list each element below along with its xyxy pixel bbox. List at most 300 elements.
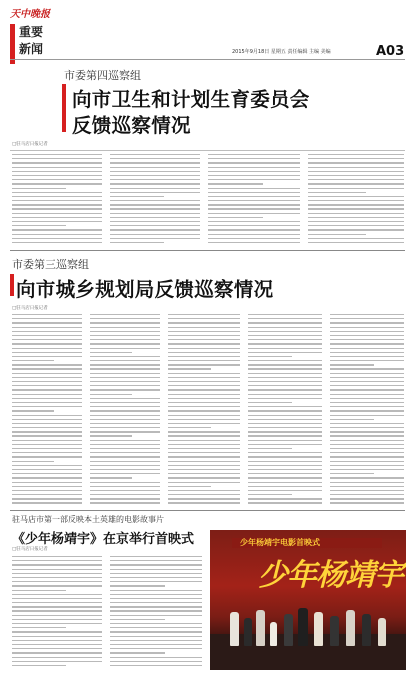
text-line xyxy=(168,360,240,361)
text-line xyxy=(90,465,160,466)
text-line xyxy=(12,343,82,344)
text-line xyxy=(90,435,132,436)
text-line xyxy=(208,213,300,214)
text-line xyxy=(12,473,82,474)
text-line xyxy=(12,640,102,641)
text-line xyxy=(12,368,82,369)
text-line xyxy=(168,427,211,428)
text-line xyxy=(308,217,404,218)
article1-headline-line1: 向市卫生和计划生育委员会 xyxy=(72,88,310,111)
photo-person xyxy=(362,614,371,646)
text-line xyxy=(168,398,240,399)
text-line xyxy=(90,327,160,328)
text-line xyxy=(248,348,322,349)
text-line xyxy=(330,394,404,395)
text-line xyxy=(90,377,160,378)
text-line xyxy=(90,331,160,332)
text-line xyxy=(330,318,404,319)
text-line xyxy=(110,644,202,645)
text-line xyxy=(90,385,160,386)
text-line xyxy=(90,477,132,478)
text-line xyxy=(12,431,82,432)
text-line xyxy=(168,327,240,328)
article2-kicker: 市委第三巡察组 xyxy=(12,258,89,271)
text-line xyxy=(330,348,404,349)
text-line xyxy=(12,221,102,222)
text-line xyxy=(330,431,404,432)
text-line xyxy=(110,204,200,205)
text-line xyxy=(12,598,102,599)
text-line xyxy=(90,486,160,487)
text-line xyxy=(12,389,82,390)
text-line xyxy=(90,498,160,499)
text-line xyxy=(308,188,404,189)
text-line xyxy=(12,636,102,637)
text-line xyxy=(90,339,160,340)
text-line xyxy=(208,217,263,218)
text-line xyxy=(168,482,240,483)
text-line xyxy=(90,410,160,411)
text-line xyxy=(12,652,102,653)
photo-person xyxy=(284,614,293,646)
text-line xyxy=(248,456,322,457)
text-line xyxy=(168,486,211,487)
text-line xyxy=(12,381,82,382)
text-line xyxy=(12,406,82,407)
text-line xyxy=(12,610,102,611)
text-line xyxy=(330,498,404,499)
text-line xyxy=(12,410,54,411)
section-rule-2 xyxy=(10,510,405,511)
text-line xyxy=(90,469,160,470)
text-line xyxy=(110,610,202,611)
text-line xyxy=(12,444,82,445)
text-line xyxy=(168,385,240,386)
text-line xyxy=(168,343,240,344)
text-line xyxy=(168,410,240,411)
text-line xyxy=(248,402,292,403)
text-line xyxy=(110,619,165,620)
text-line xyxy=(168,314,240,315)
article2-column-3 xyxy=(168,314,240,507)
text-line xyxy=(12,461,54,462)
article1-column-3 xyxy=(208,154,300,246)
text-line xyxy=(90,461,160,462)
text-line xyxy=(90,343,160,344)
text-line xyxy=(248,389,322,390)
text-line xyxy=(12,188,66,189)
text-line xyxy=(12,402,82,403)
text-line xyxy=(248,352,322,353)
text-line xyxy=(248,343,322,344)
text-line xyxy=(168,456,240,457)
text-line xyxy=(110,179,200,180)
text-line xyxy=(90,431,160,432)
text-line xyxy=(330,469,404,470)
text-line xyxy=(308,175,404,176)
text-line xyxy=(330,331,404,332)
text-line xyxy=(330,360,404,361)
photo-person xyxy=(270,622,277,646)
text-line xyxy=(330,490,404,491)
text-line xyxy=(248,419,322,420)
text-line xyxy=(90,452,160,453)
text-line xyxy=(12,419,82,420)
text-line xyxy=(168,477,240,478)
text-line xyxy=(330,352,404,353)
text-line xyxy=(208,192,300,193)
text-line xyxy=(330,415,404,416)
text-line xyxy=(12,494,82,495)
text-line xyxy=(308,179,404,180)
text-line xyxy=(90,440,160,441)
header-rule xyxy=(10,59,405,60)
text-line xyxy=(110,602,202,603)
text-line xyxy=(308,162,404,163)
text-line xyxy=(90,318,160,319)
text-line xyxy=(208,167,300,168)
text-line xyxy=(168,364,240,365)
text-line xyxy=(110,242,164,243)
text-line xyxy=(248,373,322,374)
text-line xyxy=(90,473,160,474)
text-line xyxy=(168,352,240,353)
photo-banner-text: 少年杨靖宇电影首映式 xyxy=(240,538,320,547)
text-line xyxy=(12,377,82,378)
text-line xyxy=(248,431,322,432)
text-line xyxy=(12,175,102,176)
text-line xyxy=(90,322,160,323)
text-line xyxy=(12,234,102,235)
text-line xyxy=(168,389,240,390)
text-line xyxy=(12,415,82,416)
text-line xyxy=(330,427,404,428)
text-line xyxy=(208,238,300,239)
text-line xyxy=(12,573,102,574)
text-line xyxy=(168,440,240,441)
text-line xyxy=(168,461,240,462)
text-line xyxy=(248,339,322,340)
text-line xyxy=(12,373,82,374)
page-number: A03 xyxy=(376,44,405,59)
text-line xyxy=(110,657,202,658)
text-line xyxy=(248,335,322,336)
text-line xyxy=(90,348,160,349)
article3-kicker: 驻马店市第一部反映本土英雄的电影故事片 xyxy=(12,515,164,524)
text-line xyxy=(110,154,200,155)
text-line xyxy=(208,208,300,209)
article1-column-1 xyxy=(12,154,102,246)
text-line xyxy=(90,381,160,382)
text-line xyxy=(308,234,366,235)
text-line xyxy=(168,469,240,470)
article2-column-5 xyxy=(330,314,404,507)
text-line xyxy=(12,339,82,340)
text-line xyxy=(168,415,240,416)
text-line xyxy=(90,389,160,390)
text-line xyxy=(330,398,404,399)
text-line xyxy=(110,158,200,159)
text-line xyxy=(330,435,404,436)
text-line xyxy=(248,427,322,428)
text-line xyxy=(330,368,404,369)
text-line xyxy=(90,423,160,424)
text-line xyxy=(308,154,404,155)
article2-column-1 xyxy=(12,314,82,507)
article2-headline: 向市城乡规划局反馈巡察情况 xyxy=(16,278,274,301)
text-line xyxy=(12,360,54,361)
text-line xyxy=(330,410,404,411)
text-line xyxy=(330,339,404,340)
text-line xyxy=(12,644,102,645)
text-line xyxy=(308,171,404,172)
text-line xyxy=(330,327,404,328)
text-line xyxy=(330,335,404,336)
text-line xyxy=(110,648,202,649)
text-line xyxy=(330,482,404,483)
text-line xyxy=(248,394,322,395)
article1-rule xyxy=(10,150,405,151)
text-line xyxy=(208,225,300,226)
text-line xyxy=(168,444,240,445)
text-line xyxy=(168,339,240,340)
text-line xyxy=(248,381,322,382)
text-line xyxy=(12,204,102,205)
text-line xyxy=(308,208,404,209)
text-line xyxy=(248,415,322,416)
text-line xyxy=(12,482,82,483)
text-line xyxy=(12,162,102,163)
text-line xyxy=(308,229,404,230)
text-line xyxy=(110,238,200,239)
text-line xyxy=(168,335,240,336)
text-line xyxy=(168,419,240,420)
dateline: 2015年9月18日 星期五 责任编辑 主编 美编 xyxy=(232,49,331,55)
text-line xyxy=(168,368,211,369)
text-line xyxy=(248,498,322,499)
text-line xyxy=(90,364,160,365)
text-line xyxy=(12,556,102,557)
text-line xyxy=(330,456,404,457)
text-line xyxy=(110,217,200,218)
article3-column-2 xyxy=(110,556,202,669)
text-line xyxy=(208,196,300,197)
text-line xyxy=(168,473,240,474)
text-line xyxy=(208,179,300,180)
text-line xyxy=(12,502,82,503)
article3-column-1 xyxy=(12,556,102,669)
text-line xyxy=(208,183,263,184)
text-line xyxy=(90,373,160,374)
text-line xyxy=(12,322,82,323)
text-line xyxy=(110,234,200,235)
text-line xyxy=(208,229,300,230)
section-rule-1 xyxy=(10,250,405,251)
text-line xyxy=(248,469,322,470)
text-line xyxy=(168,494,240,495)
text-line xyxy=(12,154,102,155)
text-line xyxy=(12,590,66,591)
text-line xyxy=(12,398,82,399)
text-line xyxy=(208,234,300,235)
text-line xyxy=(12,569,102,570)
text-line xyxy=(12,452,82,453)
text-line xyxy=(330,402,404,403)
text-line xyxy=(110,577,202,578)
text-line xyxy=(12,490,82,491)
section-label-line2: 新闻 xyxy=(19,42,44,56)
text-line xyxy=(330,381,404,382)
text-line xyxy=(248,368,322,369)
article3-headline: 《少年杨靖宇》在京举行首映式 xyxy=(12,532,195,547)
photo-person xyxy=(378,618,386,646)
text-line xyxy=(330,444,404,445)
photo-person xyxy=(230,612,239,646)
text-line xyxy=(110,631,202,632)
text-line xyxy=(110,598,202,599)
text-line xyxy=(90,448,160,449)
text-line xyxy=(110,627,202,628)
text-line xyxy=(90,335,160,336)
text-line xyxy=(248,327,322,328)
text-line xyxy=(330,364,374,365)
section-label xyxy=(10,24,81,64)
text-line xyxy=(168,373,240,374)
text-line xyxy=(248,314,322,315)
text-line xyxy=(168,322,240,323)
text-line xyxy=(208,158,300,159)
text-line xyxy=(90,406,160,407)
text-line xyxy=(248,435,322,436)
text-line xyxy=(248,473,322,474)
text-line xyxy=(110,590,202,591)
text-line xyxy=(110,213,200,214)
text-line xyxy=(168,331,240,332)
text-line xyxy=(168,448,240,449)
text-line xyxy=(168,502,240,503)
text-line xyxy=(12,423,82,424)
text-line xyxy=(168,318,240,319)
article1-byline: □驻马店日报记者 xyxy=(12,142,48,147)
text-line xyxy=(90,427,160,428)
text-line xyxy=(90,314,160,315)
text-line xyxy=(12,657,102,658)
text-line xyxy=(330,419,374,420)
text-line xyxy=(308,204,404,205)
text-line xyxy=(330,389,404,390)
text-line xyxy=(12,627,66,628)
text-line xyxy=(168,356,240,357)
article2-byline: □驻马店日报记者 xyxy=(12,306,48,311)
text-line xyxy=(110,661,202,662)
text-line xyxy=(168,377,240,378)
text-line xyxy=(330,502,404,503)
photo-person xyxy=(314,612,323,646)
text-line xyxy=(330,452,404,453)
text-line xyxy=(12,192,102,193)
text-line xyxy=(208,188,300,189)
text-line xyxy=(12,469,82,470)
text-line xyxy=(110,229,200,230)
text-line xyxy=(248,440,322,441)
photo-person xyxy=(330,616,339,646)
text-line xyxy=(330,461,404,462)
text-line xyxy=(330,494,404,495)
text-line xyxy=(12,585,102,586)
text-line xyxy=(12,606,102,607)
text-line xyxy=(248,356,292,357)
photo-person xyxy=(244,618,252,646)
text-line xyxy=(248,410,322,411)
text-line xyxy=(12,171,102,172)
text-line xyxy=(248,494,292,495)
text-line xyxy=(12,615,102,616)
text-line xyxy=(110,623,202,624)
text-line xyxy=(12,183,102,184)
text-line xyxy=(12,318,82,319)
text-line xyxy=(248,385,322,386)
text-line xyxy=(12,486,82,487)
article2-column-2 xyxy=(90,314,160,507)
text-line xyxy=(12,352,82,353)
text-line xyxy=(12,327,82,328)
text-line xyxy=(308,238,404,239)
text-line xyxy=(330,423,404,424)
text-line xyxy=(168,381,240,382)
article1-headline-line2: 反馈巡察情况 xyxy=(72,114,191,137)
text-line xyxy=(90,482,160,483)
text-line xyxy=(12,560,102,561)
text-line xyxy=(12,348,82,349)
text-line xyxy=(168,498,240,499)
text-line xyxy=(248,482,322,483)
text-line xyxy=(12,631,102,632)
text-line xyxy=(110,665,202,666)
text-line xyxy=(208,204,300,205)
text-line xyxy=(12,335,82,336)
text-line xyxy=(330,356,404,357)
text-line xyxy=(12,498,82,499)
premiere-photo xyxy=(210,530,406,670)
text-line xyxy=(330,406,404,407)
text-line xyxy=(330,486,404,487)
article1-kicker: 市委第四巡察组 xyxy=(64,69,141,82)
text-line xyxy=(90,456,160,457)
text-line xyxy=(208,154,300,155)
text-line xyxy=(248,360,322,361)
text-line xyxy=(90,398,160,399)
text-line xyxy=(90,356,160,357)
text-line xyxy=(208,162,300,163)
text-line xyxy=(12,213,102,214)
text-line xyxy=(308,200,404,201)
text-line xyxy=(110,196,164,197)
text-line xyxy=(308,196,404,197)
text-line xyxy=(208,200,300,201)
text-line xyxy=(90,368,160,369)
text-line xyxy=(12,602,102,603)
text-line xyxy=(12,229,102,230)
text-line xyxy=(110,606,202,607)
text-line xyxy=(12,314,82,315)
text-line xyxy=(12,619,102,620)
text-line xyxy=(12,448,82,449)
text-line xyxy=(90,444,160,445)
text-line xyxy=(110,192,200,193)
text-line xyxy=(12,665,66,666)
text-line xyxy=(308,183,404,184)
text-line xyxy=(12,594,102,595)
